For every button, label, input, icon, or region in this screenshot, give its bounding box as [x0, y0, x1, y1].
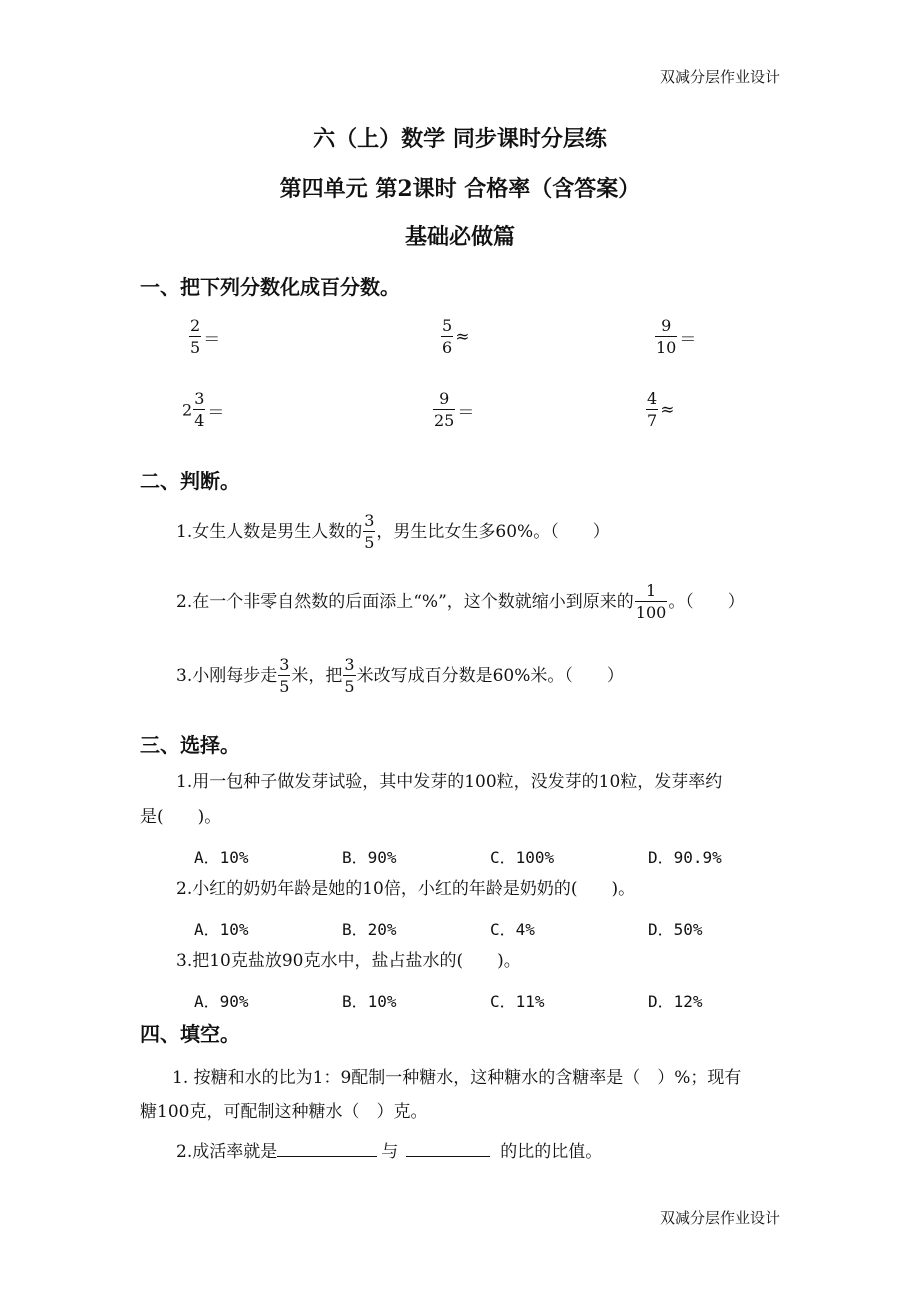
fraction-item-5: $\frac{9}{25}$ ＝ — [434, 389, 475, 430]
option-d: D．50% — [648, 920, 703, 939]
fraction-item-1: $\frac{2}{5}$ ＝ — [190, 316, 221, 357]
fill-question-1-line2: 糖100克，可配制这种糖水（ ）克。 — [140, 1102, 428, 1122]
option-a: A．10% — [194, 920, 249, 939]
option-c: C．11% — [490, 992, 545, 1011]
page-level-title: 基础必做篇 — [404, 224, 515, 250]
choice-question-3: 3.把10克盐放90克水中，盐占盐水的( )。 — [176, 951, 521, 971]
option-c: C．100% — [490, 848, 555, 867]
fraction: $\frac{3}{4}$ — [194, 389, 205, 430]
fraction-item-6: $\frac{4}{7}$ ≈ — [647, 389, 675, 430]
answer-blank[interactable] — [277, 1138, 377, 1157]
page-subtitle: 第四单元 第2课时 合格率（含答案） — [279, 176, 641, 202]
section-3-heading: 三、选择。 — [140, 733, 240, 757]
fraction: $\frac{9}{25}$ — [434, 389, 455, 430]
judge-question-2: 2.在一个非零自然数的后面添上“%”，这个数就缩小到原来的 $\frac{1}{100}$ 。（ ） — [176, 581, 745, 622]
fraction: $\frac{3}{5}$ — [344, 655, 355, 696]
option-c: C．4% — [490, 920, 535, 939]
section-4-heading: 四、填空。 — [140, 1022, 240, 1046]
fraction: $\frac{4}{7}$ — [647, 389, 658, 430]
fraction: $\frac{9}{10}$ — [656, 316, 677, 357]
option-b: B．90% — [342, 848, 397, 867]
option-a: A．90% — [194, 992, 249, 1011]
judge-question-3: 3.小刚每步走 $\frac{3}{5}$ 米，把 $\frac{3}{5}$ 米改写成百分数是60%米。（ ） — [176, 655, 624, 696]
fraction: $\frac{1}{100}$ — [635, 581, 667, 622]
page-title: 六（上）数学 同步课时分层练 — [313, 126, 607, 152]
fraction-item-3: $\frac{9}{10}$ ＝ — [656, 316, 697, 357]
fraction-item-4: 2 $\frac{3}{4}$ ＝ — [182, 389, 225, 430]
choice-question-1-line2: 是( )。 — [140, 807, 222, 827]
option-a: A．10% — [194, 848, 249, 867]
fill-question-2: 2.成活率就是 与 的比的比值。 — [176, 1138, 602, 1164]
fraction: $\frac{2}{5}$ — [190, 316, 201, 357]
answer-blank[interactable] — [406, 1138, 490, 1157]
fraction-item-2: $\frac{5}{6}$ ≈ — [442, 316, 470, 357]
page-header: 双减分层作业设计 — [660, 68, 781, 86]
judge-question-1: 1.女生人数是男生人数的 $\frac{3}{5}$ ，男生比女生多60%。（ ） — [176, 511, 610, 552]
fill-question-1-line1: 1. 按糖和水的比为1：9配制一种糖水，这种糖水的含糖率是（ ）%；现有 — [172, 1068, 742, 1088]
option-d: D．90.9% — [648, 848, 722, 867]
fraction: $\frac{5}{6}$ — [442, 316, 453, 357]
choice-question-2: 2.小红的奶奶年龄是她的10倍，小红的年龄是奶奶的( )。 — [176, 879, 636, 899]
option-b: B．10% — [342, 992, 397, 1011]
section-1-heading: 一、把下列分数化成百分数。 — [140, 275, 400, 299]
option-d: D．12% — [648, 992, 703, 1011]
page-footer: 双减分层作业设计 — [660, 1209, 781, 1227]
section-2-heading: 二、判断。 — [140, 469, 240, 493]
fraction: $\frac{3}{5}$ — [364, 511, 375, 552]
option-b: B．20% — [342, 920, 397, 939]
choice-question-1-line1: 1.用一包种子做发芽试验，其中发芽的100粒，没发芽的10粒，发芽率约 — [176, 772, 723, 792]
fraction: $\frac{3}{5}$ — [279, 655, 290, 696]
